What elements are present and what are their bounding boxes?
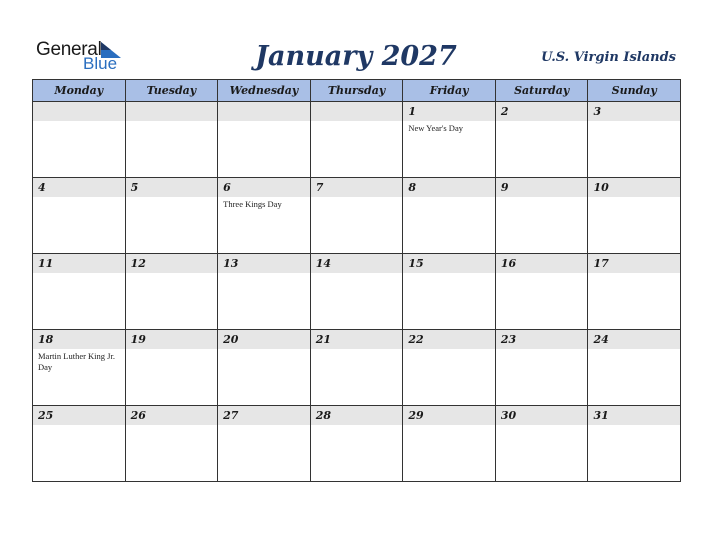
weekday-header: Wednesday [218, 80, 311, 102]
country-name: U.S. Virgin Islands [541, 50, 676, 65]
day-number: 26 [130, 409, 146, 422]
day-cell [33, 178, 126, 254]
day-cell [496, 330, 589, 406]
day-number: 10 [593, 181, 609, 194]
day-number: 27 [223, 409, 239, 422]
day-number: 4 [38, 181, 46, 194]
calendar-grid [32, 79, 681, 482]
weekday-header: Tuesday [126, 80, 219, 102]
day-cell [218, 254, 311, 330]
day-number: 14 [315, 257, 332, 270]
logo-text-general: General [36, 39, 102, 60]
day-cell [588, 254, 681, 330]
day-number: 20 [223, 333, 239, 346]
day-number: 19 [130, 333, 146, 346]
weekday-header: Thursday [311, 80, 404, 102]
day-cell [126, 330, 219, 406]
day-cell [33, 254, 126, 330]
day-number-band [311, 102, 403, 121]
holiday-label: New Year's Day [408, 123, 463, 133]
day-number-band [311, 330, 403, 349]
holiday-label: Three Kings Day [223, 199, 282, 209]
day-cell [311, 254, 404, 330]
day-number-band [126, 330, 218, 349]
day-number-band [218, 102, 310, 121]
day-cell [403, 406, 496, 482]
day-number-band [403, 102, 495, 121]
day-cell [403, 330, 496, 406]
holiday-label: Martin Luther King Jr. Day [38, 351, 115, 372]
day-cell [126, 254, 219, 330]
day-cell [496, 254, 589, 330]
day-number-band [126, 406, 218, 425]
day-cell [403, 102, 496, 178]
day-cell [403, 178, 496, 254]
brand-logo [36, 40, 126, 76]
day-number-band [33, 102, 125, 121]
day-number-band [496, 406, 588, 425]
weekday-header-row [33, 80, 681, 102]
day-number-band [126, 254, 218, 273]
day-cell [126, 406, 219, 482]
day-number: 22 [408, 333, 424, 346]
day-number: 12 [130, 257, 146, 270]
weeks-container [33, 102, 681, 482]
day-cell [218, 178, 311, 254]
day-cell [126, 178, 219, 254]
day-number-band [311, 178, 403, 197]
day-number: 6 [223, 181, 231, 194]
day-number-band [588, 178, 680, 197]
weekday-header: Sunday [588, 80, 681, 102]
day-number: 30 [500, 409, 517, 422]
weekday-header: Friday [403, 80, 496, 102]
day-number-band [496, 254, 588, 273]
day-number-band [33, 254, 125, 273]
week-row [33, 254, 681, 330]
day-number-band [588, 406, 680, 425]
day-number-band [126, 102, 218, 121]
day-number-band [311, 406, 403, 425]
day-number: 8 [408, 181, 416, 194]
day-number-band [33, 406, 125, 425]
day-cell [218, 102, 311, 178]
day-cell [218, 406, 311, 482]
day-number: 29 [408, 409, 424, 422]
day-number-band [403, 406, 495, 425]
day-number-band [403, 330, 495, 349]
day-number-band [588, 102, 680, 121]
day-cell [588, 406, 681, 482]
day-number: 31 [593, 409, 609, 422]
day-number-band [33, 330, 125, 349]
weekday-header: Monday [33, 80, 126, 102]
day-number-band [496, 330, 588, 349]
day-number-band [33, 178, 125, 197]
day-number: 17 [593, 257, 609, 270]
day-number-band [218, 406, 310, 425]
day-number: 13 [223, 257, 239, 270]
day-number: 7 [315, 181, 324, 194]
day-number-band [403, 254, 495, 273]
day-cell [588, 102, 681, 178]
day-number: 9 [500, 181, 509, 194]
day-number: 28 [315, 409, 332, 422]
calendar-title: January 2027 [255, 41, 457, 72]
day-number-band [588, 254, 680, 273]
day-cell [33, 102, 126, 178]
week-row [33, 330, 681, 406]
day-number: 1 [408, 105, 416, 118]
day-cell [496, 178, 589, 254]
day-cell [403, 254, 496, 330]
day-cell [33, 330, 126, 406]
day-number-band [218, 330, 310, 349]
day-number: 3 [593, 105, 602, 118]
day-number: 24 [593, 333, 609, 346]
weekday-header: Saturday [496, 80, 589, 102]
day-number-band [588, 330, 680, 349]
day-cell [126, 102, 219, 178]
day-cell [33, 406, 126, 482]
day-cell [496, 102, 589, 178]
day-number: 11 [38, 257, 54, 270]
day-cell [218, 330, 311, 406]
day-number: 21 [315, 333, 332, 346]
day-cell [588, 330, 681, 406]
day-number-band [218, 178, 310, 197]
day-cell [311, 330, 404, 406]
day-number-band [496, 102, 588, 121]
day-number: 23 [500, 333, 517, 346]
day-number-band [218, 254, 310, 273]
day-number: 5 [130, 181, 139, 194]
day-number-band [126, 178, 218, 197]
day-cell [496, 406, 589, 482]
day-number-band [496, 178, 588, 197]
day-number: 25 [38, 409, 54, 422]
day-cell [311, 102, 404, 178]
week-row [33, 102, 681, 178]
week-row [33, 178, 681, 254]
logo-text-blue: Blue [83, 54, 118, 73]
day-number-band [403, 178, 495, 197]
week-row [33, 406, 681, 482]
day-cell [311, 178, 404, 254]
day-number: 16 [500, 257, 517, 270]
day-cell [311, 406, 404, 482]
day-number: 18 [38, 333, 54, 346]
day-cell [588, 178, 681, 254]
day-number: 2 [500, 105, 509, 118]
day-number: 15 [408, 257, 424, 270]
day-number-band [311, 254, 403, 273]
